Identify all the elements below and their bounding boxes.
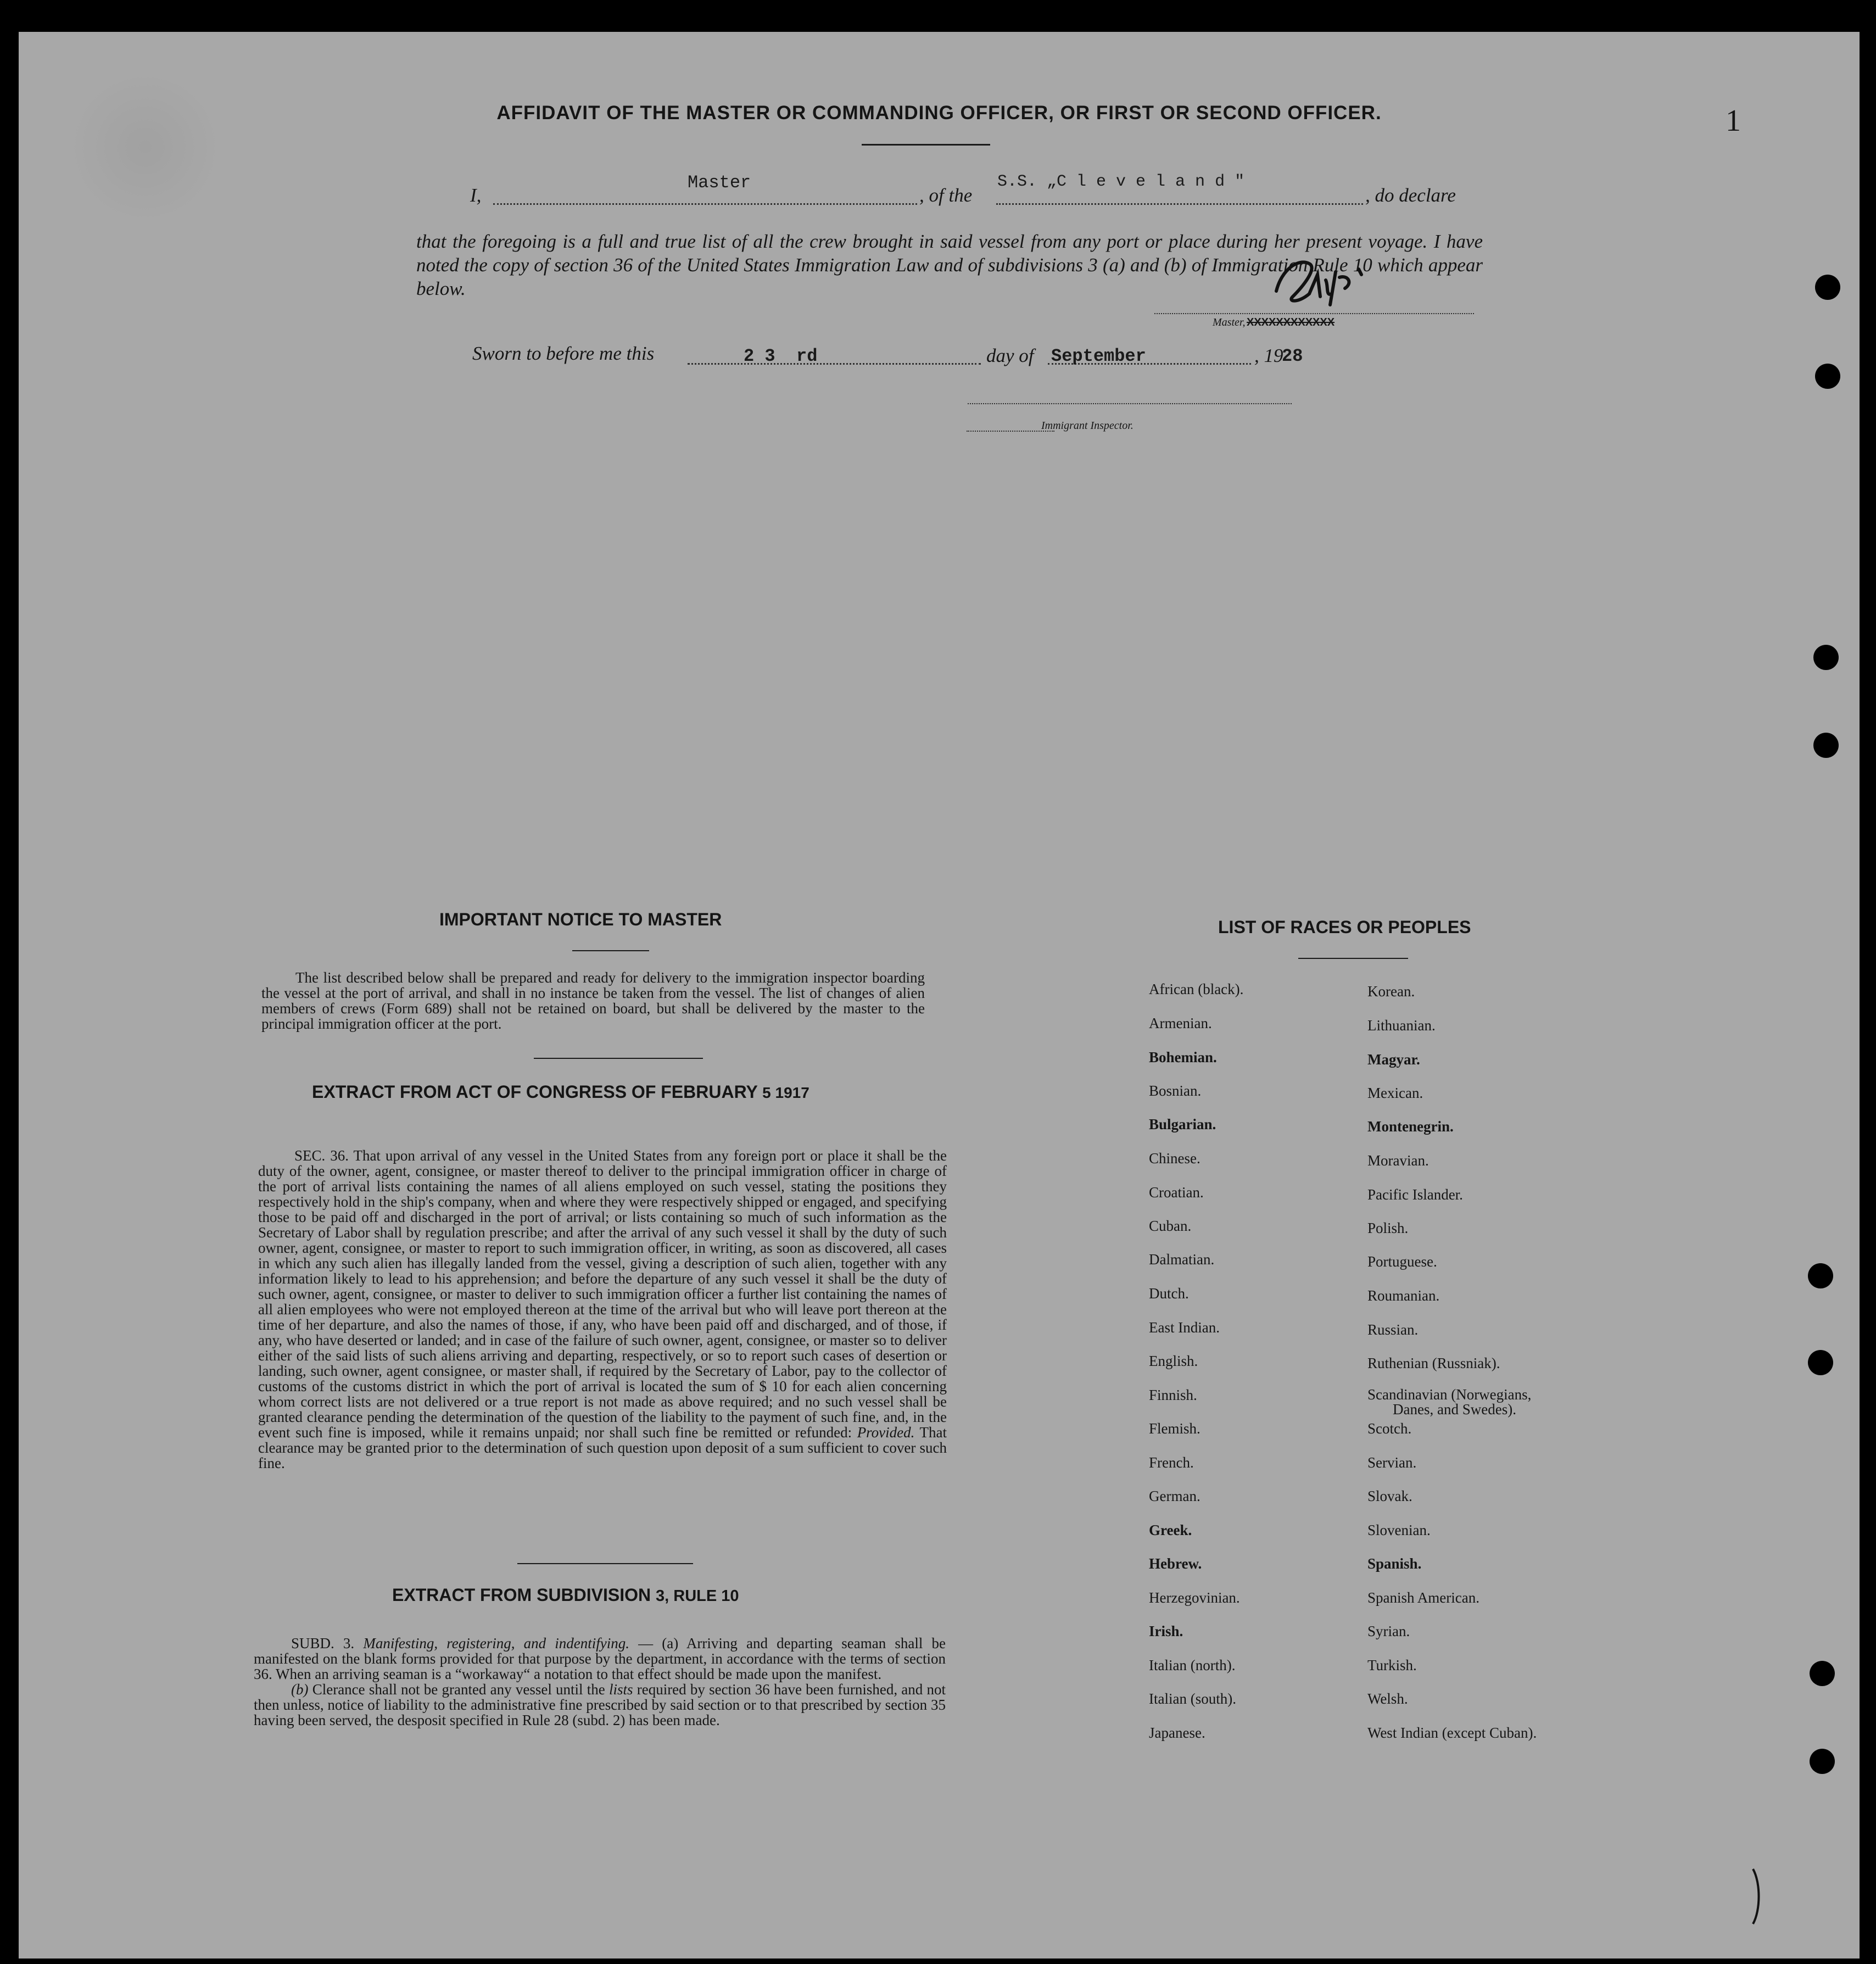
year-field: 28 [1282,346,1303,366]
binder-hole-5 [1808,1263,1833,1288]
subd-label: SUBD. 3. [291,1635,355,1651]
race-item: West Indian (except Cuban). [1367,1725,1537,1741]
act-extract-title-date: 5 1917 [762,1084,809,1101]
act-extract-title-main: EXTRACT FROM ACT OF CONGRESS OF FEBRUARY [312,1082,758,1102]
race-item: German. [1149,1488,1201,1504]
race-item: Moravian. [1367,1152,1429,1169]
race-item: Russian. [1367,1321,1419,1338]
subdivision-3b [254,1682,946,1728]
subd-a-body: Arriving and departing seaman shall be manifested on the blank forms provided for that purpose by the department, in accordance with the terms of section 36. When an arriving seaman is a “workaway“ a notation to that effect should be made upon the manifest. [254,1635,946,1682]
race-item: Greek. [1149,1522,1192,1538]
act-extract-title [312,1082,809,1102]
race-item: Dutch. [1149,1285,1189,1302]
of-the-label: , of the [919,185,973,206]
subdivision-3-text [254,1636,946,1728]
race-item: Servian. [1367,1454,1417,1471]
subd-a-label: — (a) [638,1635,679,1651]
race-item: Armenian. [1149,1015,1212,1031]
section-36-text [258,1148,947,1471]
day-field: 2 3 rd [744,346,818,366]
signature-line [1154,313,1474,314]
subd-b-body-1: Clerance shall not be granted any vessel until the [312,1681,605,1698]
binder-hole-4 [1813,733,1839,758]
binder-hole-3 [1813,645,1839,670]
master-label: Master, [1213,316,1246,328]
notice-divider [534,1058,703,1059]
affidavit-declaration: that the foregoing is a full and true list of all the crew brought in said vessel from any port or place during her present voyage. I have noted the copy of section 36 of the United States Immigration Law and of subdivisions 3 (a) and (b) of Immigration Rule 10 which appear below. [416,231,1483,299]
race-item: Mexican. [1367,1085,1423,1101]
race-item: Bosnian. [1149,1083,1202,1099]
inspector-signature-line [968,403,1292,404]
binder-hole-7 [1810,1661,1835,1686]
race-item: Magyar. [1367,1051,1420,1068]
binder-hole-8 [1810,1749,1835,1774]
day-line [688,363,981,365]
page-number: 1 [1726,104,1741,138]
subd-b-body-2: required by section 36 have been furnished, and not then unless, notice of liability to the administrative fine prescribed by said section or to that prescribed by section 35 having been served, the desposit specified in Rule 28 (subd. 2) has been made. [254,1681,946,1728]
race-item: Bulgarian. [1149,1116,1216,1132]
race-item: Chinese. [1149,1150,1201,1167]
title-divider [862,144,990,146]
race-item: Spanish American. [1367,1589,1479,1606]
race-item: East Indian. [1149,1319,1220,1336]
race-item: Hebrew. [1149,1555,1202,1572]
rank-line [493,203,917,205]
embossed-seal [74,65,216,230]
race-item: Dalmatian. [1149,1251,1215,1268]
master-signature [1265,253,1386,319]
section-36-body-2: That clearance may be granted prior to the determination of such question upon deposit of a sum sufficient to cover such fine. [258,1424,947,1471]
margin-bracket-mark [1749,1866,1765,1927]
provided-term: Provided. [857,1424,915,1441]
race-item: Ruthenian (Russniak). [1367,1355,1500,1371]
section-36-body-1: SEC. 36. That upon arrival of any vessel in the United States from any foreign port or place it shall be the duty of the owner, agent, consignee, or master thereof to deliver to the principal immigration officer in charge of the port of arrival lists containing the names of all aliens employed on such vessel, stating the positions they respectively hold in the ship's company, when and where they were respectively shipped or engaged, and specifying those to be paid off and discharged in the port of arrival; or lists containing so much of such information as the Secretary of Labor shall by regulation prescribe; and after the arrival of any such vessel it shall by the duty of such owner, agent, consignee, or master to report to such immigration officer, in writing, as soon as discovered, all cases in which any such alien has illegally landed from the vessel, giving a description of such alien, together with any information likely to lead to his apprehension; and before the departure of any such vessel it shall be the duty of such owner, agent, consignee, or master to deliver to such immigration officer a further list containing the names of all alien employees who were not employed thereon at the time of the arrival but who will leave port thereon at the time of her departure, and also the names of those, if any, who have been paid off and discharged, and of those, if any, who have deserted or landed; and in case of the failure of such owner, agent, consignee, or master so to deliver either of the said lists of such aliens arriving and departing, respectively, or so to report such cases of desertion or landing, such owner, agent consignee, or master shall, if required by the Secretary of Labor, pay to the collector of customs of the customs district in which the port of arrival is located the sum of $ 10 for each alien concerning whom correct lists are not delivered or a true report is not made as above required; and no such vessel shall be granted clearance pending the determination of the question of the liability to the payment of such fine, and, in the event such fine is imposed, while it remains unpaid; nor shall such fine be remitted or refunded: [258,1147,947,1441]
race-item: Croatian. [1149,1184,1204,1201]
immigrant-inspector-label: Immigrant Inspector. [1041,420,1134,432]
race-item: Polish. [1367,1220,1409,1236]
race-item: Flemish. [1149,1420,1201,1437]
race-item: Cuban. [1149,1218,1192,1234]
month-field: September [1051,346,1146,366]
race-item: Welsh. [1367,1690,1408,1707]
race-item: English. [1149,1353,1198,1369]
race-item: Finnish. [1149,1387,1197,1403]
race-item: Roumanian. [1367,1287,1440,1304]
subdivision-3a [254,1636,946,1682]
race-item: Syrian. [1367,1623,1410,1639]
race-item: Korean. [1367,983,1415,1000]
race-item: Bohemian. [1149,1049,1217,1065]
vessel-line [996,203,1363,205]
race-item: Scandinavian (Norwegians, [1367,1386,1532,1403]
act-divider [517,1563,693,1564]
race-item: Lithuanian. [1367,1017,1436,1034]
race-item: Turkish. [1367,1657,1417,1673]
race-item: Japanese. [1149,1725,1205,1741]
race-item: Pacific Islander. [1367,1186,1463,1203]
year-prefix: , 19 [1254,345,1283,366]
race-item: Herzegovinian. [1149,1589,1240,1606]
rank-field: Master [688,172,751,193]
race-item: Italian (north). [1149,1657,1236,1673]
document-page [19,32,1860,1959]
race-item: French. [1149,1454,1194,1471]
binder-hole-1 [1815,275,1840,300]
day-of-label: day of [986,345,1034,366]
subd-heading: Manifesting, registering, and indentifying. [363,1635,629,1651]
notice-body: The list described below shall be prepared and ready for delivery to the immigration inspector boarding the vessel at the port of arrival, and shall in no instance be taken from the vessel. The list of changes of alien members of crews (Form 689) shall not be retained on board, but shall be delivered by the master to the principal immigration officer at the port. [261,969,925,1032]
subd-b-label: (b) [291,1681,309,1698]
notice-title: IMPORTANT NOTICE TO MASTER [439,910,722,929]
vessel-name-field: S.S. „C l e v e l a n d " [997,172,1245,191]
rule-extract-title-main: EXTRACT FROM SUBDIVISION [392,1585,651,1605]
race-item: Montenegrin. [1367,1118,1454,1135]
i-label: I, [470,185,482,206]
affidavit-title: AFFIDAVIT OF THE MASTER OR COMMANDING OFFICER, OR FIRST OR SECOND OFFICER. [496,102,1382,124]
race-item: Irish. [1149,1623,1183,1639]
race-item: Italian (south). [1149,1690,1236,1707]
binder-hole-6 [1808,1350,1833,1375]
subd-b-lists: lists [608,1681,633,1698]
race-item: Portuguese. [1367,1253,1437,1270]
sworn-label: Sworn to before me this [472,343,655,364]
race-item: Slovenian. [1367,1522,1431,1538]
race-item: Spanish. [1367,1555,1422,1572]
binder-hole-2 [1815,364,1840,389]
race-item: Danes, and Swedes). [1393,1401,1516,1418]
races-title-rule [1298,958,1408,959]
races-title: LIST OF RACES OR PEOPLES [1218,917,1471,937]
rule-extract-title-num: 3, RULE 10 [656,1587,739,1605]
notice-title-rule [572,950,649,951]
declare-label: , do declare [1365,185,1456,206]
race-item: Slovak. [1367,1488,1412,1504]
struck-officer-titles: XXXXXXXXXXXX [1247,316,1335,328]
race-item: Scotch. [1367,1420,1412,1437]
race-item: African (black). [1149,981,1244,997]
rule-extract-title [392,1585,739,1605]
